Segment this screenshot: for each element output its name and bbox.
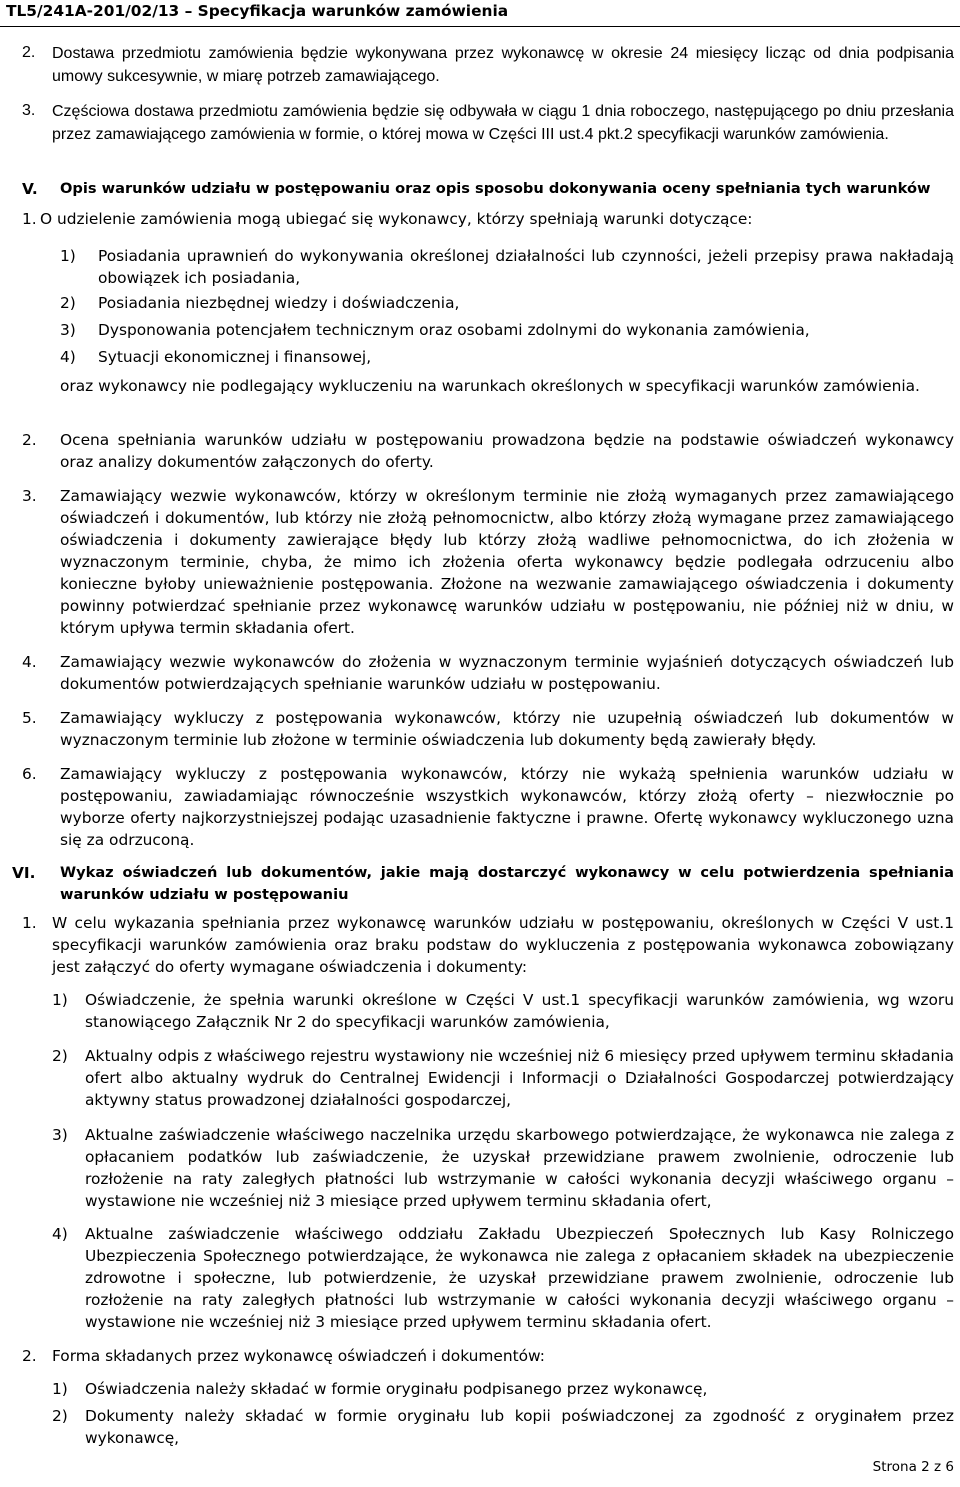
list-item-number: 5. — [22, 709, 37, 727]
list-item-number: 3. — [22, 102, 36, 119]
list-item-text: Dostawa przedmiotu zamówienia będzie wykonywana przez wykonawcę w okresie 24 miesięcy licząc od dnia podpisania umowy sukcesywnie, w miarę potrzeb zamawiającego. — [52, 45, 954, 85]
list-item-text: Zamawiający wezwie wykonawców do złożenia w wyznaczonym terminie wyjaśnień dotyczących oświadczeń lub dokumentów potwierdzających spełnianie warunków udziału w postępowaniu. — [60, 653, 954, 693]
list-item-number: 2. — [22, 431, 37, 449]
list-item-text: Ocena spełniania warunków udziału w postępowaniu prowadzona będzie na podstawie oświadczeń wykonawcy oraz analizy dokumentów załączonych do oferty. — [60, 431, 954, 471]
paragraph: oraz wykonawcy nie podlegający wykluczeniu na warunkach określonych w specyfikacji warunków zamówienia. — [60, 377, 920, 395]
section-title: Wykaz oświadczeń lub dokumentów, jakie mają dostarczyć wykonawcy w celu potwierdzenia spełniania warunków udziału w postępowaniu — [60, 864, 954, 903]
section-title: Opis warunków udziału w postępowaniu oraz opis sposobu dokonywania oceny spełniania tych warunków — [60, 180, 931, 197]
section-number: V. — [22, 180, 38, 198]
list-item-number: 3. — [22, 487, 37, 505]
sublist-item-text: Aktualne zaświadczenie właściwego naczelnika urzędu skarbowego potwierdzające, że wykonawca nie zalega z opłacaniem podatków lub zaświadczenie, że uzyskał przewidziane prawem zwolnienie, odroczenie lub rozłożenie na raty zaległych płatności lub wstrzymanie w całości wykonania decyzji właściwego organu – wystawione nie wcześniej niż 3 miesiące przed upływem terminu składania ofert, — [85, 1126, 954, 1210]
page-header — [0, 0, 960, 27]
sublist-item-number: 2) — [60, 294, 76, 312]
sublist-item-number: 1) — [60, 247, 76, 265]
list-item-number: 2. — [22, 1347, 37, 1365]
sublist-item-text: Aktualne zaświadczenie właściwego oddziału Zakładu Ubezpieczeń Społecznych lub Kasy Rolniczego Ubezpieczenia Społecznego potwierdzające, że wykonawca nie zalega z opłacaniem składek na ubezpieczenie zdrowotne i społeczne, lub potwierdzenie, że uzyskał przewidziane prawem zwolnienie, odroczenie lub rozłożenie na raty zaległych płatności lub wstrzymanie w całości wykonania decyzji właściwego organu – wystawione nie wcześniej niż 3 miesiące przed upływem terminu składania ofert. — [85, 1225, 954, 1331]
sublist-item-number: 1) — [52, 1380, 68, 1398]
sublist-item-number: 3) — [52, 1126, 68, 1144]
page-number: Strona 2 z 6 — [872, 1459, 954, 1475]
list-item-text: Częściowa dostawa przedmiotu zamówienia będzie się odbywała w ciągu 1 dnia roboczego, następującego po dniu przesłania przez zamawiającego zamówienia w formie, o której mowa w Części III ust.4 pkt.2 specyfikacji warunków zamówienia. — [52, 103, 954, 143]
list-item-number: 4. — [22, 653, 37, 671]
list-item-text: W celu wykazania spełniania przez wykonawcę warunków udziału w postępowaniu, określonych w Części V ust.1 specyfikacji warunków zamówienia oraz braku podstaw do wykluczenia z postępowania wykonawca zobowiązany jest załączyć do oferty wymagane oświadczenia i dokumenty: — [52, 914, 954, 976]
sublist-item-number: 3) — [60, 321, 76, 339]
sublist-item-text: Oświadczenie, że spełnia warunki określone w Części V ust.1 specyfikacji warunków zamówienia, wg wzoru stanowiącego Załącznik Nr 2 do specyfikacji warunków zamówienia, — [85, 991, 954, 1031]
sublist-item-text: Posiadania uprawnień do wykonywania określonej działalności lub czynności, jeżeli przepisy prawa nakładają obowiązek ich posiadania, — [98, 247, 954, 287]
list-item-text: O udzielenie zamówienia mogą ubiegać się wykonawcy, którzy spełniają warunki dotyczące: — [40, 210, 753, 228]
list-item-text: Zamawiający wykluczy z postępowania wykonawców, którzy nie wykażą spełnienia warunków udziału w postępowaniu, zawiadamiając równocześnie wszystkich wykonawców, którzy złożą oferty – niezwłocznie po wyborze oferty najkorzystniejszej podając uzasadnienie faktyczne i prawne. Ofertę wykonawcy wykluczonego uzna się za odrzuconą. — [60, 765, 954, 849]
section-number: VI. — [12, 864, 36, 882]
sublist-item-text: Oświadczenia należy składać w formie oryginału podpisanego przez wykonawcę, — [85, 1380, 708, 1398]
list-item-text: Zamawiający wykluczy z postępowania wykonawców, którzy nie uzupełnią oświadczeń lub dokumentów w wyznaczonym terminie lub złożone w terminie oświadczenia lub dokumenty będą zawierały błędy. — [60, 709, 954, 749]
list-item-number: 1. — [22, 914, 37, 932]
document-title: TL5/241A-201/02/13 – Specyfikacja warunków zamówienia — [6, 2, 509, 20]
list-item-number: 6. — [22, 765, 37, 783]
sublist-item-number: 4) — [52, 1225, 68, 1243]
list-item-text: Forma składanych przez wykonawcę oświadczeń i dokumentów: — [52, 1347, 545, 1365]
sublist-item-text: Dysponowania potencjałem technicznym oraz osobami zdolnymi do wykonania zamówienia, — [98, 321, 810, 339]
list-item-number: 2. — [22, 44, 36, 61]
list-item-number: 1. — [22, 210, 37, 228]
sublist-item-text: Posiadania niezbędnej wiedzy i doświadczenia, — [98, 294, 460, 312]
list-item-text: Zamawiający wezwie wykonawców, którzy w określonym terminie nie złożą wymaganych przez zamawiającego oświadczeń i dokumentów, lub którzy nie złożą pełnomocnictw, albo którzy złożą wymagane przez zamawiającego oświadczenia i dokumenty zawierające błędy lub którzy złożą wadliwe pełnomocnictwa, do ich złożenia w wyznaczonym terminie, chyba, że mimo ich złożenia oferta wykonawcy będzie podlegała odrzuceniu albo konieczne byłoby unieważnienie postępowania. Złożone na wezwanie zamawiającego oświadczenia i dokumenty powinny potwierdzać spełnianie przez wykonawcę warunków udziału w postępowaniu, nie później niż w dniu, w którym upływa termin składania ofert. — [60, 487, 954, 637]
sublist-item-text: Dokumenty należy składać w formie oryginału lub kopii poświadczonej za zgodność z oryginałem przez wykonawcę, — [85, 1407, 954, 1447]
sublist-item-number: 4) — [60, 348, 76, 366]
sublist-item-text: Sytuacji ekonomicznej i finansowej, — [98, 348, 372, 366]
sublist-item-number: 1) — [52, 991, 68, 1009]
sublist-item-number: 2) — [52, 1047, 68, 1065]
sublist-item-text: Aktualny odpis z właściwego rejestru wystawiony nie wcześniej niż 6 miesięcy przed upływem terminu składania ofert albo aktualny wydruk do Centralnej Ewidencji i Informacji o Działalności Gospodarczej potwierdzający aktywny status prowadzonej działalności gospodarczej, — [85, 1047, 954, 1109]
sublist-item-number: 2) — [52, 1407, 68, 1425]
